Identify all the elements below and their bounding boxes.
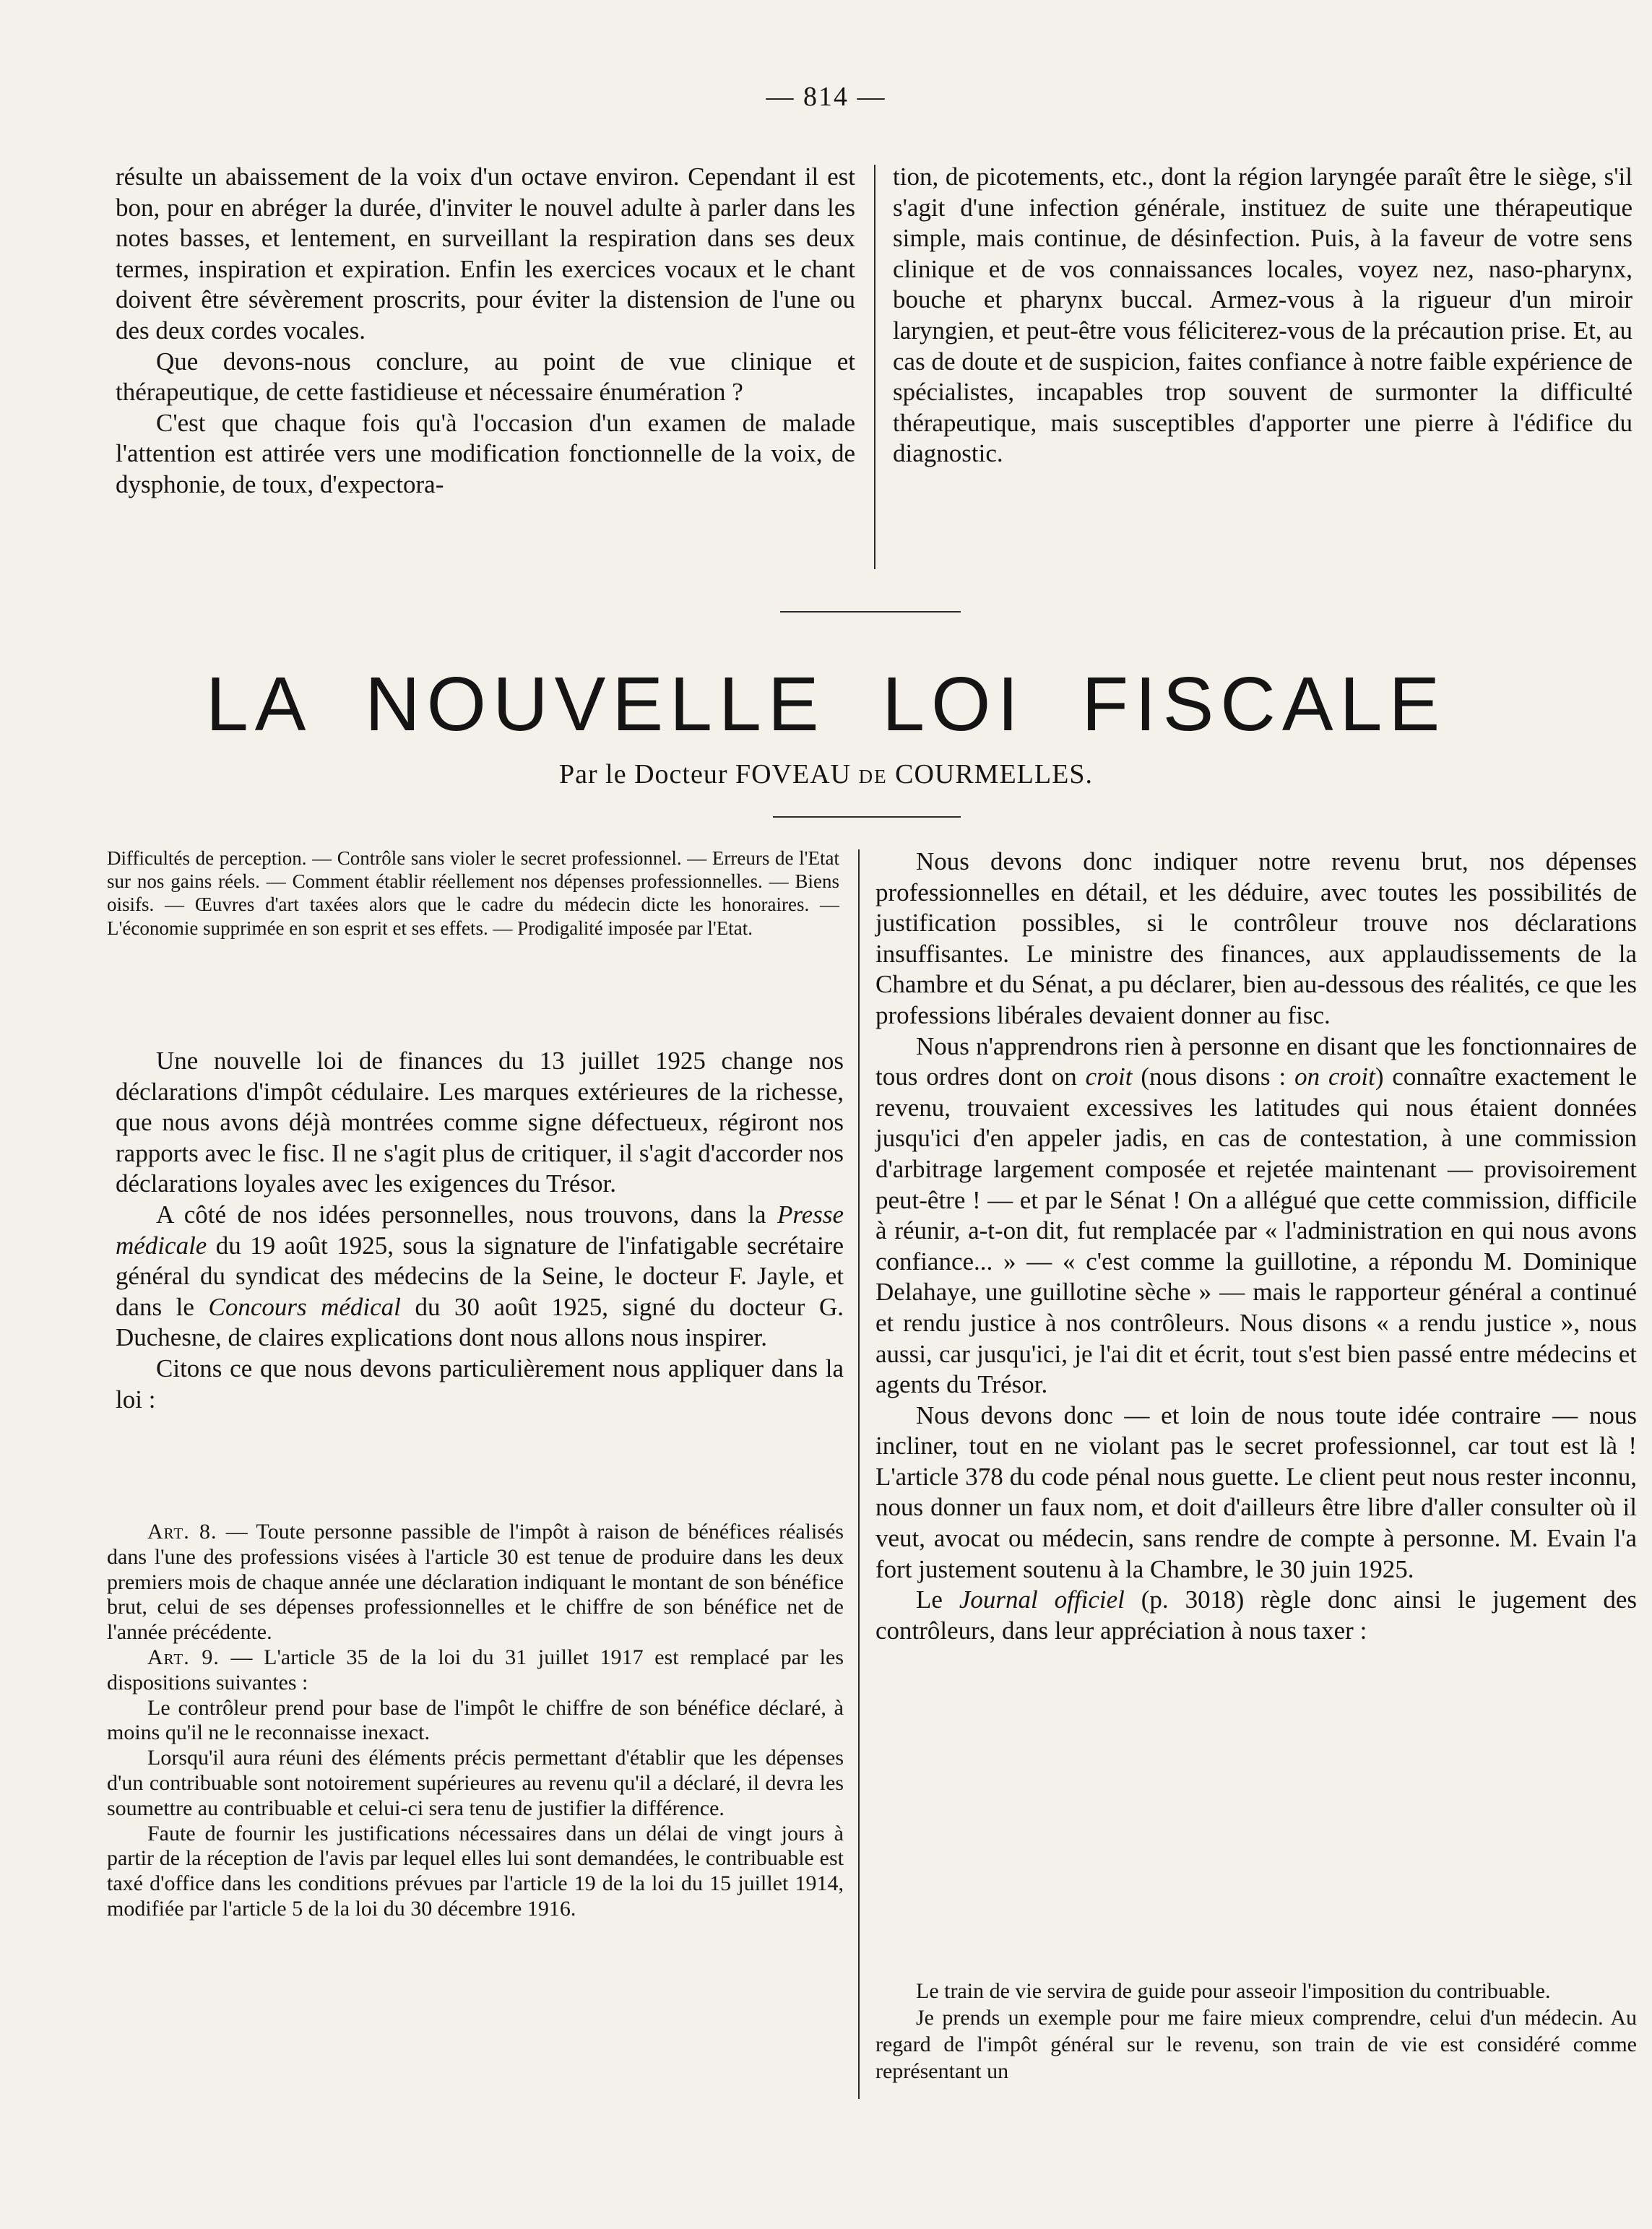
byline-prefix: Par le Docteur FOVEAU xyxy=(559,759,852,789)
article-label: Art. 8. xyxy=(147,1520,217,1544)
journal-officiel-excerpt xyxy=(875,1978,1637,2085)
emphasis: on croit xyxy=(1294,1062,1375,1091)
publication-title: Presse médicale xyxy=(116,1200,844,1260)
paragraph: tion, de picotements, etc., dont la région laryngée paraît être le siège, s'il s'agit d'une infection générale, instituez de suite une thérapeutique simple, mais continue, de désinfection. Puis, à la faveur de votre sens clinique et de vos connaissances locales, voyez nez, naso-pharynx, bouche et pharynx buccal. Armez-vous à la rigueur d'un miroir laryngien, et peut-être vous féliciterez-vous de la précaution prise. Et, au cas de doute et de suspicion, faites confiance à notre faible expérience de spécialistes, incapables trop souvent de surmonter la difficulté thérapeutique, mais susceptibles d'apporter une pierre à l'édifice du diagnostic. xyxy=(893,163,1632,468)
column-divider xyxy=(858,849,860,2099)
byline-particle: DE xyxy=(858,766,888,787)
law-clause: Le contrôleur prend pour base de l'impôt le chiffre de son bénéfice déclaré, à moins qu'il ne le reconnaisse inexact. xyxy=(107,1695,844,1745)
article-byline xyxy=(0,758,1652,790)
paragraph: Nous devons donc indiquer notre revenu brut, nos dépenses professionnelles en détail, et les déduire, avec toutes les possibilités de justification possibles, si le contrôleur trouve nos déclarations insuffisantes. Le ministre des finances, aux applaudissements de la Chambre et du Sénat, a pu déclarer, bien au-dessous des réalités, ce que les professions libérales devaient donner au fisc. xyxy=(875,847,1637,1029)
paragraph xyxy=(116,1200,844,1354)
paragraph: Que devons-nous conclure, au point de vue clinique et thérapeutique, de cette fastidieuse et nécessaire énumération ? xyxy=(116,347,855,407)
paragraph xyxy=(875,1585,1637,1646)
paragraph: Une nouvelle loi de finances du 13 juillet 1925 change nos déclarations d'impôt cédulaire. Les marques extérieures de la richesse, que nous avons déjà montrées comme signe défectueux, régiront nos rapports avec le fisc. Il ne s'agit plus de critiquer, il s'agit d'accorder nos déclarations loyales avec les exigences du Trésor. xyxy=(116,1047,844,1198)
text-run: du 30 août 1925, signé du docteur G. Duchesne, de claires explications dont nous allons nous inspirer. xyxy=(116,1292,844,1352)
emphasis: croit xyxy=(1085,1062,1133,1091)
quoted-paragraph: Je prends un exemple pour me faire mieux comprendre, celui d'un médecin. Au regard de l'impôt général sur le revenu, son train de vie est considéré comme représentant un xyxy=(875,2006,1637,2083)
text-run: ) connaître exactement le revenu, trouvaient excessives les latitudes qui nous étaient données jusqu'ici d'en appeler jadis, en cas de contestation, à une commission d'arbitrage largement composée et rejetée maintenant — provisoirement peut-être ! — et par le Sénat ! On a allégué que cette commission, difficile à réunir, a-t-on dit, fut remplacée par « l'administration en qui nous avons confiance... » — « c'est comme la guillotine, a répondu M. Dominique Delahaye, une guillotine sèche » — mais le rapporteur général a continué et rendu justice à nos contrôleurs. Nous disons « a rendu justice », nous aussi, car jusqu'ici, je l'ai dit et écrit, tout s'est bien passé entre médecins et agents du Trésor. xyxy=(875,1062,1638,1399)
article-left-column xyxy=(116,1046,844,1415)
text-run: — Toute personne passible de l'impôt à raison de bénéfices réalisés dans l'une des professions visées à l'article 30 est tenue de produire dans les deux premiers mois de chaque année une déclaration indiquant le montant de son bénéfice brut, celui de ses dépenses professionnelles et le chiffre de son bénéfice net de l'année précédente. xyxy=(107,1520,844,1645)
article-right-column xyxy=(875,847,1637,1646)
text-run: Le xyxy=(916,1585,959,1614)
text-run: — L'article 35 de la loi du 31 juillet 1917 est remplacé par les dispositions suivantes : xyxy=(107,1645,844,1695)
article-label: Art. 9. xyxy=(147,1645,220,1669)
law-article-8 xyxy=(107,1520,844,1645)
previous-article-right-column xyxy=(893,162,1632,469)
article-summary: Difficultés de perception. — Contrôle sans violer le secret professionnel. — Erreurs de l'Etat sur nos gains réels. — Comment établir réellement nos dépenses professionnelles. — Biens oisifs. — Œuvres d'art taxées alors que le cadre du médecin dicte les honoraires. — L'économie supprimée en son esprit et ses effets. — Prodigalité imposée par l'Etat. xyxy=(107,847,839,939)
paragraph xyxy=(875,1031,1637,1401)
publication-title: Concours médical xyxy=(208,1292,401,1321)
text-run: A côté de nos idées personnelles, nous trouvons, dans la xyxy=(156,1200,777,1229)
paragraph: C'est que chaque fois qu'à l'occasion d'un examen de malade l'attention est attirée vers une modification fonctionnelle de la voix, de dysphonie, de toux, d'expectora- xyxy=(116,408,855,498)
paragraph: Nous devons donc — et loin de nous toute idée contraire — nous incliner, tout en ne violant pas le secret professionnel, car tout est là ! L'article 378 du code pénal nous guette. Le client peut nous rester inconnu, nous donner un faux nom, et doit d'ailleurs être libre d'aller consulter où il veut, avocat ou médecin, sans rendre de compte à personne. M. Evain l'a fort justement soutenu à la Chambre, le 30 juin 1925. xyxy=(875,1401,1637,1583)
page-number: — 814 — xyxy=(766,82,886,112)
byline-separator xyxy=(773,816,961,818)
byline-surname: COURMELLES. xyxy=(895,759,1093,789)
law-clause: Lorsqu'il aura réuni des éléments précis permettant d'établir que les dépenses d'un contribuable sont notoirement supérieures au revenu qu'il a déclaré, il devra les soumettre au contribuable et celui-ci sera tenu de justifier la différence. xyxy=(107,1746,844,1820)
quoted-paragraph: Le train de vie servira de guide pour asseoir l'imposition du contribuable. xyxy=(916,1979,1551,2003)
law-clause: Faute de fournir les justifications nécessaires dans un délai de vingt jours à partir de la réception de l'avis par lequel elles lui sont demandées, le contribuable est taxé d'office dans les conditions prévues par l'article 19 de la loi du 15 juillet 1914, modifiée par l'article 5 de la loi du 30 décembre 1916. xyxy=(107,1821,844,1921)
law-article-9 xyxy=(107,1645,844,1696)
paragraph: résulte un abaissement de la voix d'un octave environ. Cependant il est bon, pour en abréger la durée, d'inviter le nouvel adulte à parler dans les notes basses, et lentement, en surveillant la respiration dans ses deux termes, inspiration et expiration. Enfin les exercices vocaux et le chant doivent être sévèrement proscrits, pour éviter la distension de l'une ou des deux cordes vocales. xyxy=(116,163,855,345)
publication-title: Journal officiel xyxy=(959,1585,1125,1614)
text-run: du 19 août 1925, sous la signature de l'infatigable secrétaire général du syndicat des médecins de la Seine, le docteur F. Jayle, et dans le xyxy=(116,1231,844,1321)
column-divider xyxy=(874,165,875,569)
section-separator xyxy=(780,611,961,613)
paragraph: Citons ce que nous devons particulièrement nous appliquer dans la loi : xyxy=(116,1354,844,1414)
previous-article-left-column xyxy=(116,162,855,501)
text-run: (p. 3018) règle donc ainsi le jugement des contrôleurs, dans leur appréciation à nous taxer : xyxy=(875,1585,1637,1645)
text-run: (nous disons : xyxy=(1132,1062,1295,1091)
law-excerpt xyxy=(107,1520,844,1922)
text-run: Nous n'apprendrons rien à personne en disant que les fonctionnaires de tous ordres dont on xyxy=(875,1031,1637,1091)
article-headline: LA NOUVELLE LOI FISCALE xyxy=(205,662,1447,747)
